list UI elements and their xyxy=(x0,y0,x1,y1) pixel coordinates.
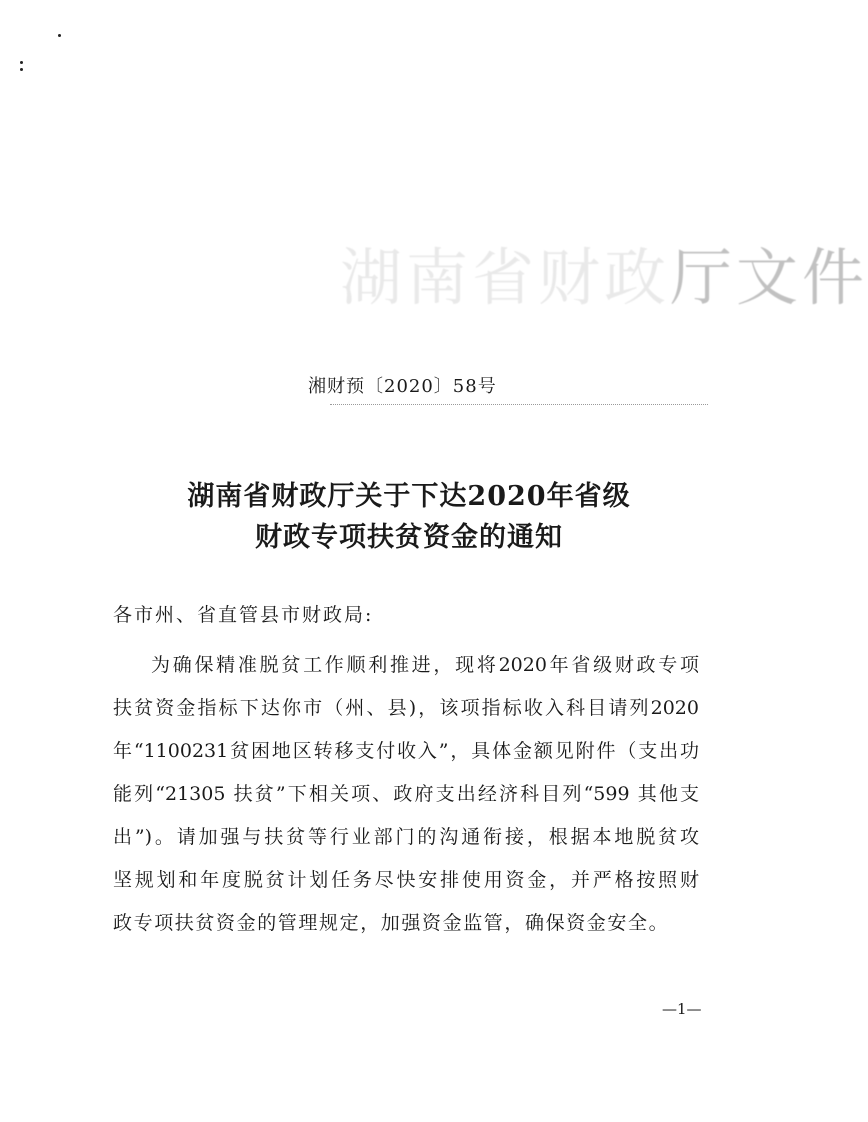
body-line: 扶贫资金指标下达你市（州、县)，该项指标收入科目请列2020 xyxy=(113,697,699,719)
header-divider xyxy=(330,404,708,405)
body-line: 政专项扶贫资金的管理规定，加强资金监管，确保资金安全。 xyxy=(113,912,670,934)
page-number: —1— xyxy=(662,1000,702,1018)
body-line: 坚规划和年度脱贫计划任务尽快安排使用资金，并严格按照财 xyxy=(113,869,699,891)
letterhead-visible: 厅文件 xyxy=(670,241,868,314)
document-title-line-2: 财政专项扶贫资金的通知 xyxy=(255,522,563,553)
body-line: 为确保精准脱贫工作顺利推进，现将2020年省级财政专项 xyxy=(151,654,699,676)
letterhead-faded: 湖南省财政厅文件 xyxy=(340,241,868,314)
document-title-line-1: 湖南省财政厅关于下达2020年省级 xyxy=(187,481,631,512)
body-line: 出”)。请加强与扶贫等行业部门的沟通衔接，根据本地脱贫攻 xyxy=(113,826,699,848)
scan-mark xyxy=(20,61,23,64)
document-number: 湘财预〔2020〕58号 xyxy=(308,376,497,397)
scan-mark xyxy=(58,34,61,37)
salutation: 各市州、省直管县市财政局: xyxy=(113,604,374,626)
body-line: 能列“21305 扶贫”下相关项、政府支出经济科目列“599 其他支 xyxy=(113,783,699,805)
scan-mark xyxy=(20,68,23,71)
body-line: 年“1100231贫困地区转移支付收入”，具体金额见附件（支出功 xyxy=(113,740,699,762)
